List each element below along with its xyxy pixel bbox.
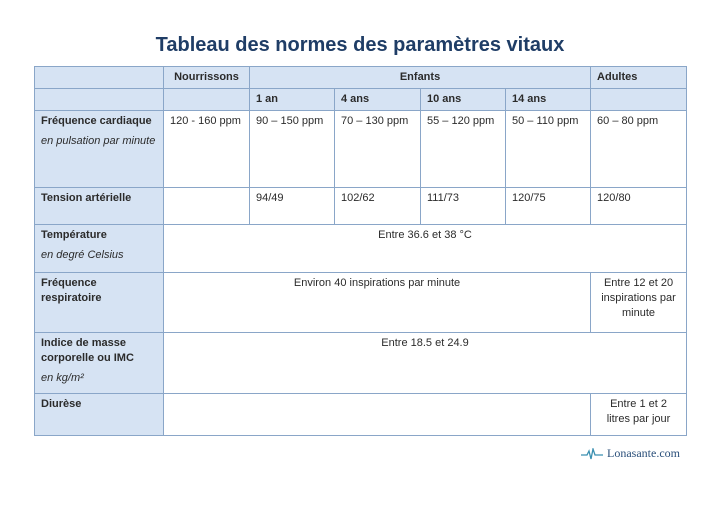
table-cell: Entre 12 et 20 inspirations par minute xyxy=(591,273,687,333)
vitals-table xyxy=(34,66,687,436)
brand-logo xyxy=(581,446,680,461)
table-cell: 102/62 xyxy=(335,188,421,225)
age-14ans: 14 ans xyxy=(506,89,591,111)
table-cell xyxy=(164,394,591,436)
age-nourrissons xyxy=(164,89,250,111)
table-cell: 94/49 xyxy=(250,188,335,225)
row-label-frequence-cardiaque xyxy=(35,111,164,188)
row-label-diurese: Diurèse xyxy=(35,394,164,436)
table-cell xyxy=(164,188,250,225)
col-adultes: Adultes xyxy=(591,67,687,89)
brand-name: Lonasante.com xyxy=(607,446,680,460)
table-cell: 50 – 110 ppm xyxy=(506,111,591,188)
age-adultes xyxy=(591,89,687,111)
row-label-imc xyxy=(35,333,164,394)
row-title: Indice de masse corporelle ou IMC xyxy=(41,337,134,364)
col-nourrissons: Nourrissons xyxy=(164,67,250,89)
table-cell: 120/80 xyxy=(591,188,687,225)
row-label-frequence-respiratoire: Fréquence respiratoire xyxy=(35,273,164,333)
table-cell: Entre 18.5 et 24.9 xyxy=(164,333,687,394)
row-label-temperature xyxy=(35,225,164,273)
table-cell: Environ 40 inspirations par minute xyxy=(164,273,591,333)
table-cell: 90 – 150 ppm xyxy=(250,111,335,188)
header-corner xyxy=(35,67,164,89)
table-row xyxy=(35,188,687,225)
row-subtitle: en degré Celsius xyxy=(41,249,124,261)
age-10ans: 10 ans xyxy=(421,89,506,111)
row-subtitle: en pulsation par minute xyxy=(41,135,156,147)
table-row xyxy=(35,273,687,333)
header-row xyxy=(35,67,687,89)
age-corner xyxy=(35,89,164,111)
row-title: Fréquence cardiaque xyxy=(41,115,152,127)
table-row xyxy=(35,333,687,394)
row-title: Température xyxy=(41,229,107,241)
row-subtitle: en kg/m² xyxy=(41,372,84,384)
table-cell: 111/73 xyxy=(421,188,506,225)
age-row xyxy=(35,89,687,111)
table-cell: 120 - 160 ppm xyxy=(164,111,250,188)
table-row xyxy=(35,225,687,273)
table-row xyxy=(35,394,687,436)
table-cell: 60 – 80 ppm xyxy=(591,111,687,188)
heartbeat-icon xyxy=(581,448,603,460)
table-cell: Entre 1 et 2 litres par jour xyxy=(591,394,687,436)
age-1an: 1 an xyxy=(250,89,335,111)
table-cell: 55 – 120 ppm xyxy=(421,111,506,188)
page-title: Tableau des normes des paramètres vitaux xyxy=(155,34,565,56)
table-cell: 70 – 130 ppm xyxy=(335,111,421,188)
table-cell: 120/75 xyxy=(506,188,591,225)
age-4ans: 4 ans xyxy=(335,89,421,111)
table-row xyxy=(35,111,687,188)
row-label-tension: Tension artérielle xyxy=(35,188,164,225)
table-cell: Entre 36.6 et 38 °C xyxy=(164,225,687,273)
col-enfants: Enfants xyxy=(250,67,591,89)
